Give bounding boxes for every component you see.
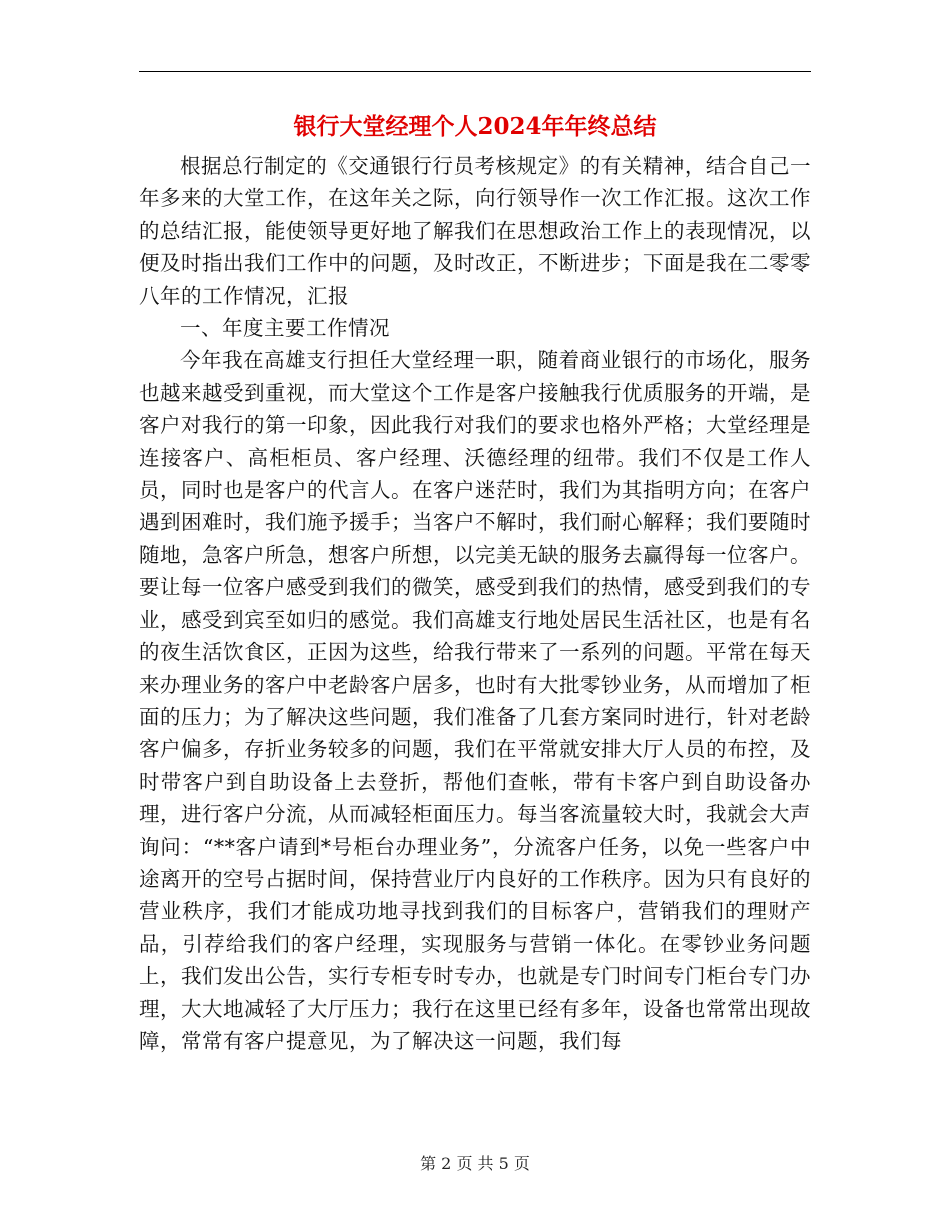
paragraph-intro: 根据总行制定的《交通银行行员考核规定》的有关精神，结合自己一年多来的大堂工作，在这年关之际，向行领导作一次工作汇报。这次工作的总结汇报，能使领导更好地了解我们在思想政治工作上的表现情况，以便及时指出我们工作中的问题，及时改正，不断进步；下面是我在二零零八年的工作情况，汇报 [139, 154, 811, 308]
page-number: 第 2 页 共 5 页 [420, 1154, 530, 1173]
document-body [139, 150, 811, 1057]
paragraph-main: 今年我在高雄支行担任大堂经理一职，随着商业银行的市场化，服务也越来越受到重视，而大堂这个工作是客户接触我行优质服务的开端，是客户对我行的第一印象，因此我行对我们的要求也格外严格；大堂经理是连接客户、高柜柜员、客户经理、沃德经理的纽带。我们不仅是工作人员，同时也是客户的代言人。在客户迷茫时，我们为其指明方向；在客户遇到困难时，我们施予援手；当客户不解时，我们耐心解释；我们要随时随地，急客户所急，想客户所想，以完美无缺的服务去赢得每一位客户。要让每一位客户感受到我们的微笑，感受到我们的热情，感受到我们的专业，感受到宾至如归的感觉。我们高雄支行地处居民生活社区，也是有名的夜生活饮食区，正因为这些，给我行带来了一系列的问题。平常在每天来办理业务的客户中老龄客户居多，也时有大批零钞业务，从而增加了柜面的压力；为了解决这些问题，我们准备了几套方案同时进行，针对老龄客户偏多，存折业务较多的问题，我们在平常就安排大厅人员的布控，及时带客户到自助设备上去登折，帮他们查帐，带有卡客户到自助设备办理，进行客户分流，从而减轻柜面压力。每当客流量较大时，我就会大声询问：“**客户请到*号柜台办理业务”，分流客户任务，以免一些客户中途离开的空号占据时间，保持营业厅内良好的工作秩序。因为只有良好的营业秩序，我们才能成功地寻找到我们的目标客户，营销我们的理财产品，引荐给我们的客户经理，实现服务与营销一体化。在零钞业务问题上，我们发出公告，实行专柜专时专办，也就是专门时间专门柜台专门办理，大大地减轻了大厅压力；我行在这里已经有多年，设备也常常出现故障，常常有客户提意见，为了解决这一问题，我们每 [139, 348, 811, 1053]
document-title: 银行大堂经理个人2024年年终总结 [293, 113, 657, 140]
header-rule [139, 71, 811, 72]
section-heading: 一、年度主要工作情况 [180, 316, 390, 341]
